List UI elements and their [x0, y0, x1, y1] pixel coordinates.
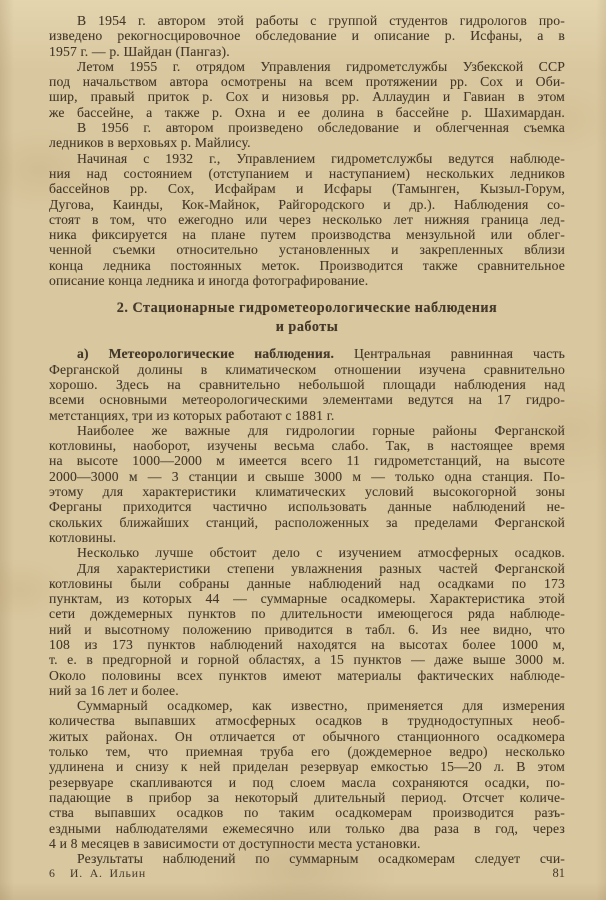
- text-line: сети дождемерных пунктов по длительности имеющегося ряда наблюде-: [49, 606, 565, 622]
- text-line: хорошо. Здесь на сравнительно небольшой площади наблюдения над: [49, 376, 565, 392]
- text-line: ледников в верховьях р. Майлису.: [49, 135, 251, 151]
- text-line: Результаты наблюдений по суммарным осадкомерам следует счи-: [77, 851, 565, 867]
- text-line: стоят в том, что ежегодно или через несколько лет нижняя граница лед-: [49, 211, 565, 227]
- text-line: Летом 1955 г. отрядом Управления гидрометслужбы Узбекской ССР: [77, 58, 565, 74]
- paragraph-1: [49, 13, 565, 59]
- text-line: пунктам, из которых 44 — суммарные осадкомеры. Характеристика этой: [49, 591, 565, 607]
- paragraph-8: [49, 561, 565, 699]
- paragraph-10: [49, 851, 565, 866]
- paragraph-3: [49, 120, 565, 151]
- paragraph-2: [49, 59, 565, 120]
- paragraph-5: [49, 346, 565, 422]
- text-line: котловины.: [49, 529, 117, 545]
- paragraph-6: [49, 423, 565, 545]
- section-heading: [49, 299, 565, 337]
- text-line: ства выпавших осадков по таким осадкомерам производится разъ-: [49, 805, 565, 821]
- footer-left: [49, 866, 146, 880]
- text-line: Для характеристики степени увлажнения разных частей Ферганской: [77, 560, 565, 576]
- text-block: [49, 13, 565, 866]
- text-line: т. е. в предгорной и горной областях, а 15 пунктов — даже выше 3000 м.: [49, 652, 565, 668]
- page-footer: [49, 866, 565, 880]
- signature-number: 6: [49, 866, 55, 880]
- text-line: 2000—3000 м — 3 станции и свыше 3000 м — только одна станция. По-: [49, 468, 565, 484]
- subsection-lead-text: Центральная равнинная часть: [334, 346, 565, 362]
- text-line: Начиная с 1932 г., Управлением гидрометслужбы ведутся наблюде-: [77, 150, 565, 166]
- text-line: Несколько лучше обстоит дело с изучением атмосферных осадков.: [77, 545, 565, 561]
- text-line: житых районах. Он отличается от обычного станционного осадкомера: [49, 728, 565, 744]
- text-line: Дугова, Каинды, Кок-Майнок, Райгородского и др.). Наблюдения со-: [49, 196, 565, 212]
- paragraph-7: [49, 545, 565, 560]
- text-line: котловины, наоборот, изучены весьма слабо. Так, в настоящее время: [49, 438, 565, 454]
- text-line: В 1954 г. автором этой работы с группой студентов гидрологов про-: [77, 13, 565, 28]
- text-line: Суммарный осадкомер, как известно, применяется для измерения: [77, 698, 565, 714]
- subsection-label: а) Метеорологические наблюдения.: [77, 346, 335, 362]
- text-line: ния над состоянием (отступанием и наступанием) нескольких ледников: [49, 165, 565, 181]
- text-line: описание конца ледника и иногда фотографирование.: [49, 273, 369, 289]
- text-line: же бассейне, а также р. Охна и ее долина в бассейне р. Шахимардан.: [49, 104, 565, 120]
- text-line: ездными наблюдателями ежемесячно или только два раза в год, через: [49, 820, 565, 836]
- paragraph-9: [49, 698, 565, 851]
- paragraph-4: [49, 151, 565, 289]
- text-line: метстанциях, три из которых работают с 1881 г.: [49, 407, 335, 423]
- section-heading-line-2: и работы: [275, 319, 339, 336]
- text-line: ченной съемки относительно установленных и закрепленных вблизи: [49, 242, 565, 258]
- text-line: Наиболее же важные для гидрологии горные районы Ферганской: [77, 422, 565, 438]
- text-line: этому для характеристики климатических условий высокогорной зоны: [49, 484, 565, 500]
- text-line: падающие в прибор за некоторый длительный период. Отсчет количе-: [49, 789, 565, 805]
- text-line: Ферганской долины в климатическом отношении изучена сравнительно: [49, 361, 565, 377]
- text-line: бассейнов рр. Сох, Исфайрам и Исфары (Тамынген, Кызыл-Горум,: [49, 181, 565, 197]
- text-line: В 1956 г. автором произведено обследование и облегченная съемка: [77, 120, 565, 136]
- text-line: шир, правый приток р. Сох и низовья рр. Аллаудин и Гавиан в этом: [49, 89, 565, 105]
- text-line: резервуаре скапливаются и под слоем масла сохраняются осадки, по-: [49, 774, 565, 790]
- text-line: скольких ближайших станций, расположенных за пределами Ферганской: [49, 514, 565, 530]
- text-line: Около половины всех пунктов имеют материалы фактических наблюде-: [49, 667, 565, 683]
- text-line: котловины были собраны данные наблюдений над осадками по 173: [49, 575, 565, 591]
- text-line: ника фиксируется на плане путем производства мензульной или облег-: [49, 227, 565, 243]
- text-line: конца ледника постоянных меток. Производится также сравнительное: [49, 257, 565, 273]
- text-line: только тем, что приемная труба его (дождемерное ведро) несколько: [49, 744, 565, 760]
- footer-author: И. А. Ильин: [69, 866, 146, 880]
- text-line: 1957 г. — р. Шайдан (Пангаз).: [49, 43, 230, 59]
- text-line: Ферганы приходится частично использовать данные наблюдений не-: [49, 499, 565, 515]
- text-line: на высоте 1000—2000 м имеется всего 11 гидрометстанций, на высоте: [49, 453, 565, 469]
- page-number: 81: [552, 866, 565, 880]
- section-heading-line-1: 2. Стационарные гидрометеорологические наблюдения: [116, 300, 498, 317]
- text-line: 4 и 8 месяцев в зависимости от доступности места установки.: [49, 835, 421, 851]
- text-line: ний и высотному положению приводится в табл. 6. Из нее видно, что: [49, 621, 565, 637]
- paragraph-5-lead-line: [49, 346, 565, 361]
- text-line: изведено рекогносцировочное обследование и описание р. Исфаны, а в: [49, 28, 565, 44]
- text-line: ний за 16 лет и более.: [49, 682, 179, 698]
- text-line: 108 из 173 пунктов наблюдений находятся на высотах более 1000 м,: [49, 636, 565, 652]
- text-line: количества выпавших атмосферных осадков в труднодоступных необ-: [49, 713, 565, 729]
- text-line: всеми основными метеорологическими элементами ведутся на 17 гидро-: [49, 392, 565, 408]
- text-line: удлинена и снизу к ней приделан резервуар емкостью 15—20 л. В этом: [49, 759, 565, 775]
- text-line: под начальством автора осмотрены на всем протяжении рр. Сох и Оби-: [49, 74, 565, 90]
